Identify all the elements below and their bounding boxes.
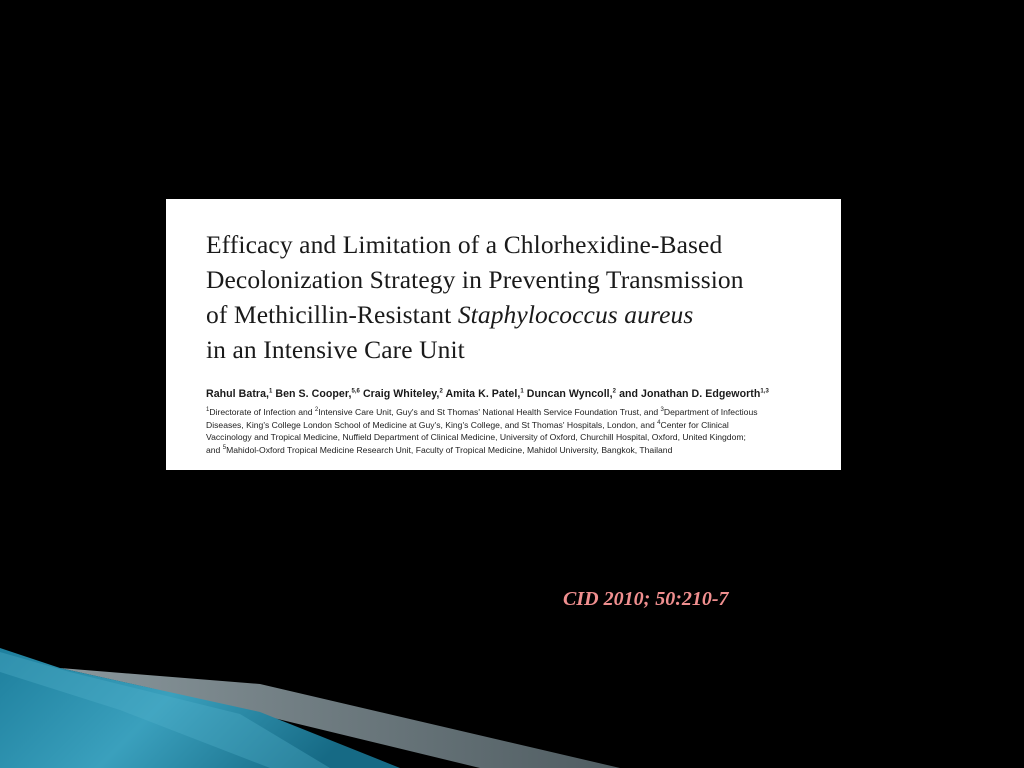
author-list (206, 388, 821, 400)
author-affiliation-mark: 2 (439, 388, 443, 395)
affiliation-line (206, 419, 821, 432)
affiliation-line (206, 406, 821, 419)
author-name: Duncan Wyncoll, (526, 388, 613, 400)
paper-title-line: in an Intensive Care Unit (206, 335, 465, 364)
gray-swoosh (60, 668, 620, 768)
affiliations (206, 406, 821, 456)
affiliation-mark: 4 (657, 419, 661, 426)
author-name: Ben S. Cooper, (275, 388, 352, 400)
author-name: and Jonathan D. Edgeworth (619, 388, 761, 400)
author-affiliation-mark: 5,6 (351, 388, 360, 395)
teal-swoosh (0, 648, 400, 768)
affiliation-text: Center for Clinical (660, 419, 729, 430)
paper-title-line: Efficacy and Limitation of a Chlorhexidine-Based (206, 230, 723, 259)
author-affiliation-mark: 1 (520, 388, 524, 395)
author-name: Amita K. Patel, (445, 388, 521, 400)
affiliation-text: Intensive Care Unit, Guy's and St Thomas' National Health Service Foundation Trust, and (318, 407, 661, 417)
affiliation-text: Diseases, King's College London School of Medicine at Guy's, King's College, and St Thomas' Hospitals, London, and (206, 419, 658, 430)
affiliation-text: Department of Infectious (663, 407, 758, 417)
author-affiliation-mark: 2 (612, 388, 617, 395)
affiliation-text: Directorate of Infection and (209, 407, 315, 417)
paper-title-line: Decolonization Strategy in Preventing Transmission (206, 265, 744, 294)
paper-excerpt (166, 199, 841, 470)
author-name: Rahul Batra, (206, 388, 269, 400)
affiliation-text: Mahidol-Oxford Tropical Medicine Research Unit, Faculty of Tropical Medicine, Mahidol University, Bangkok, Thailand (226, 444, 673, 455)
teal-swoosh-highlight (0, 652, 330, 768)
affiliation-text: and (206, 444, 223, 455)
affiliation-mark: 3 (660, 407, 664, 414)
citation-reference: CID 2010; 50:210-7 (563, 588, 729, 610)
affiliation-mark: 2 (314, 407, 319, 414)
affiliation-line (206, 444, 821, 457)
paper-title (206, 227, 821, 367)
author-affiliation-mark: 1,3 (760, 388, 769, 395)
paper-title-text: of Methicillin-Resistant (206, 300, 458, 329)
paper-title-line (206, 297, 821, 332)
affiliation-mark: 1 (206, 407, 210, 414)
author-affiliation-mark: 1 (269, 388, 273, 395)
affiliation-line: Vaccinology and Tropical Medicine, Nuffield Department of Clinical Medicine, University of Oxford, Churchill Hospital, Oxford, United Kingdom; (206, 432, 746, 443)
affiliation-mark: 5 (222, 444, 227, 451)
author-name: Craig Whiteley, (362, 388, 440, 400)
paper-title-organism: Staphylococcus aureus (457, 300, 694, 329)
